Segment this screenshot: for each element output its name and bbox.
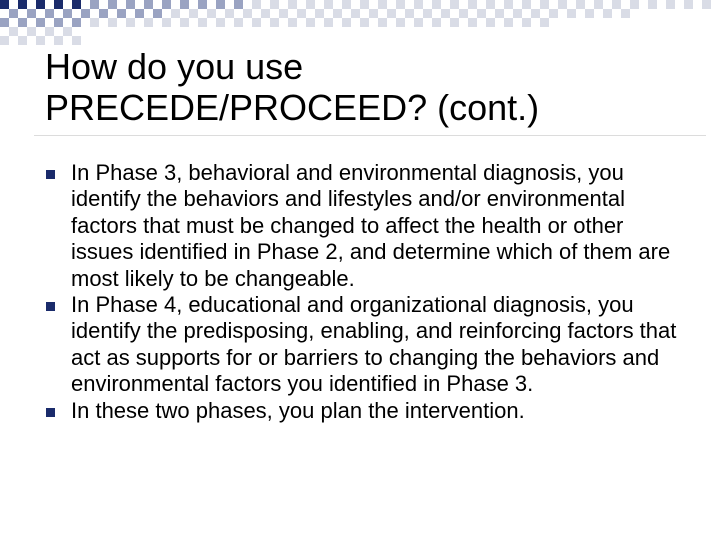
checker-cell — [72, 36, 81, 45]
checker-cell — [342, 18, 351, 27]
square-bullet-icon — [46, 408, 55, 417]
checker-cell — [225, 9, 234, 18]
checker-cell — [378, 18, 387, 27]
checker-cell — [81, 9, 90, 18]
checker-cell — [360, 18, 369, 27]
checker-cell — [144, 18, 153, 27]
checker-cell — [558, 0, 567, 9]
checker-cell — [99, 9, 108, 18]
title-divider — [34, 135, 706, 136]
checker-cell — [486, 0, 495, 9]
checker-cell — [504, 18, 513, 27]
checker-cell — [9, 9, 18, 18]
checker-cell — [450, 0, 459, 9]
checker-cell — [108, 18, 117, 27]
checker-cell — [513, 9, 522, 18]
checker-cell — [90, 0, 99, 9]
slide-title: How do you use PRECEDE/PROCEED? (cont.) — [45, 46, 540, 128]
checker-cell — [180, 0, 189, 9]
bullet-text: In Phase 4, educational and organizational diagnosis, you identify the predisposing, enabling, and reinforcing factors that act as supports for or barriers to changing the behaviors and environmental factors you identified in Phase 3. — [71, 292, 677, 397]
checker-cell — [126, 18, 135, 27]
checker-cell — [171, 9, 180, 18]
checker-cell — [270, 0, 279, 9]
checker-cell — [450, 18, 459, 27]
checker-cell — [630, 0, 639, 9]
checker-cell — [333, 9, 342, 18]
checker-cell — [297, 9, 306, 18]
checker-cell — [477, 9, 486, 18]
checker-cell — [27, 9, 36, 18]
bullet-item — [45, 160, 685, 292]
checker-cell — [207, 9, 216, 18]
checker-cell — [72, 18, 81, 27]
checker-cell — [414, 18, 423, 27]
bullet-item — [45, 398, 685, 424]
checker-cell — [234, 18, 243, 27]
checker-cell — [18, 36, 27, 45]
decorative-checker-pattern — [0, 0, 720, 45]
checker-cell — [288, 0, 297, 9]
checker-cell — [252, 0, 261, 9]
bullet-item — [45, 292, 685, 398]
checker-cell — [576, 0, 585, 9]
checker-cell — [18, 18, 27, 27]
checker-cell — [396, 0, 405, 9]
square-bullet-icon — [46, 302, 55, 311]
checker-cell — [0, 18, 9, 27]
checker-cell — [54, 36, 63, 45]
checker-cell — [243, 9, 252, 18]
checker-cell — [603, 9, 612, 18]
checker-cell — [315, 9, 324, 18]
checker-cell — [108, 0, 117, 9]
checker-cell — [351, 9, 360, 18]
checker-cell — [189, 9, 198, 18]
checker-cell — [459, 9, 468, 18]
checker-cell — [0, 0, 9, 9]
checker-cell — [198, 0, 207, 9]
checker-cell — [162, 0, 171, 9]
checker-cell — [495, 9, 504, 18]
checker-cell — [180, 18, 189, 27]
checker-cell — [423, 9, 432, 18]
checker-cell — [9, 27, 18, 36]
checker-cell — [441, 9, 450, 18]
checker-cell — [279, 9, 288, 18]
checker-cell — [378, 0, 387, 9]
checker-cell — [621, 9, 630, 18]
checker-cell — [540, 0, 549, 9]
checker-cell — [63, 27, 72, 36]
checker-cell — [405, 9, 414, 18]
checker-cell — [306, 0, 315, 9]
checker-cell — [324, 18, 333, 27]
checker-cell — [0, 36, 9, 45]
checker-cell — [36, 0, 45, 9]
checker-cell — [162, 18, 171, 27]
checker-cell — [504, 0, 513, 9]
checker-cell — [198, 18, 207, 27]
checker-cell — [531, 9, 540, 18]
checker-cell — [468, 18, 477, 27]
checker-cell — [648, 0, 657, 9]
checker-cell — [324, 0, 333, 9]
checker-cell — [702, 0, 711, 9]
checker-cell — [432, 0, 441, 9]
checker-cell — [288, 18, 297, 27]
checker-cell — [135, 9, 144, 18]
checker-cell — [522, 18, 531, 27]
checker-cell — [27, 27, 36, 36]
checker-cell — [342, 0, 351, 9]
checker-cell — [153, 9, 162, 18]
checker-cell — [45, 9, 54, 18]
checker-cell — [252, 18, 261, 27]
checker-cell — [396, 18, 405, 27]
checker-cell — [369, 9, 378, 18]
checker-cell — [468, 0, 477, 9]
checker-cell — [54, 0, 63, 9]
checker-cell — [234, 0, 243, 9]
checker-cell — [540, 18, 549, 27]
checker-cell — [585, 9, 594, 18]
checker-cell — [666, 0, 675, 9]
checker-cell — [261, 9, 270, 18]
checker-cell — [594, 0, 603, 9]
checker-cell — [216, 0, 225, 9]
checker-cell — [36, 36, 45, 45]
checker-cell — [18, 0, 27, 9]
checker-cell — [45, 27, 54, 36]
square-bullet-icon — [46, 170, 55, 179]
checker-cell — [486, 18, 495, 27]
checker-cell — [360, 0, 369, 9]
bullet-list — [45, 160, 685, 424]
checker-cell — [612, 0, 621, 9]
checker-cell — [216, 18, 225, 27]
checker-cell — [36, 18, 45, 27]
checker-cell — [549, 9, 558, 18]
checker-cell — [414, 0, 423, 9]
checker-cell — [63, 9, 72, 18]
checker-cell — [684, 0, 693, 9]
checker-cell — [144, 0, 153, 9]
checker-cell — [117, 9, 126, 18]
bullet-text: In these two phases, you plan the intervention. — [71, 397, 525, 423]
checker-cell — [567, 9, 576, 18]
bullet-text: In Phase 3, behavioral and environmental diagnosis, you identify the behaviors and lifestyles and/or environmental factors that must be changed to affect the health or other issues identified in Phase 2, and determine which of them are most likely to be changeable. — [71, 160, 671, 291]
checker-cell — [522, 0, 531, 9]
checker-cell — [270, 18, 279, 27]
checker-cell — [90, 18, 99, 27]
checker-cell — [54, 18, 63, 27]
checker-cell — [432, 18, 441, 27]
checker-cell — [72, 0, 81, 9]
checker-cell — [126, 0, 135, 9]
checker-cell — [306, 18, 315, 27]
checker-cell — [387, 9, 396, 18]
